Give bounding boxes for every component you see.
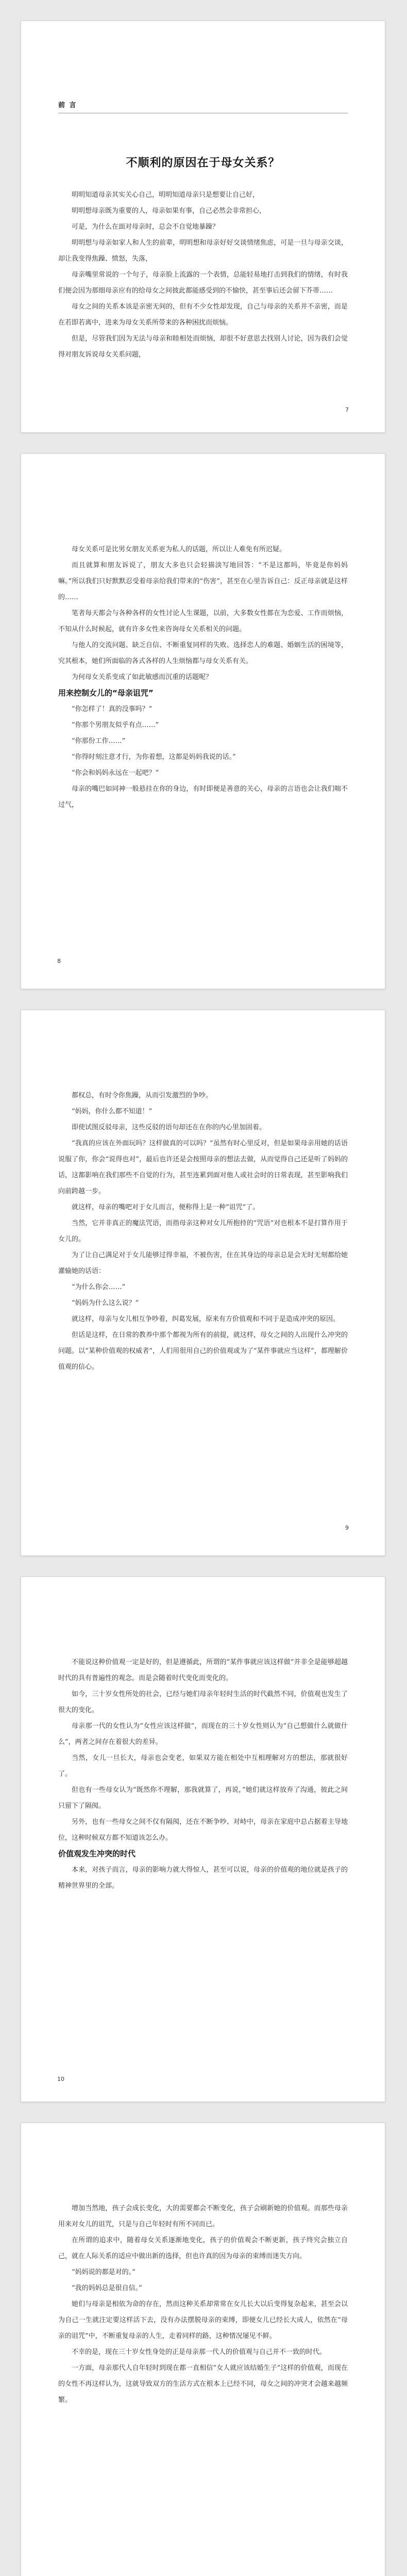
paragraph: 为了让自己满足对于女儿能够过得幸福，不被伤害，住在其身边的母亲总是会无时无刻都给她灌输她的话语：	[58, 1251, 348, 1275]
paragraph: 明明想与母亲如家人和人生的前辈，明明想和母亲好好交谈情绪焦虑，可是一旦与母亲交谈，却让我变得焦躁、愤怒，失落，	[58, 239, 348, 263]
paragraph: 另外，也有一些母女之间不仅有隔阂，还在不断争吵、对峙中，母亲在家庭中总占据着主导地位，这种时候双方都不知道该怎么办。	[58, 1818, 348, 1842]
paragraph: 当然，女儿一旦长大，母亲也会变老，如果双方能在相处中互相理解对方的想法，那就很好了。	[58, 1754, 348, 1778]
paragraph: 不幸的是，现在三十岁女性身处的正是母亲那一代人的价值观与自己并不一致的时代。	[72, 2348, 327, 2356]
paragraph: “妈妈为什么这么说？”	[72, 1299, 139, 1307]
paragraph: 但话是这样，在日常的教养中那个都视为所有的前提，就这样，母女之间的人出现什么冲突的问题。以“某种价值观的权威者”，人们用很用自己的价值观或为了“某件事就应当这样”，都理解价值观的信心。	[58, 1331, 348, 1371]
paragraph: 在所谓的追求中，随着母女关系逐渐地变化，孩子的价值观会不断更新，孩子终究会独立自己，就在人际关系的适应中做出新的选择，但也许真的因为母亲的束缚而迷失方向。	[58, 2236, 348, 2260]
page-number: 7	[345, 406, 349, 413]
paragraph: 她们与母亲是相依为命的存在，然而这种关系却常常在女儿长大以后变得复杂起来，甚至会以为自己一生就注定要这样活下去，没有办法摆脱母亲的束缚，即便女儿已经长大成人，依然在“母亲的诅咒”中，不断重复母亲的人生，走着同样的路，这种情况屡见不鲜。	[58, 2300, 348, 2340]
paragraph: 不能说这种价值观一定是好的，但是遵循此，所谓的“某件事就应该这样做”并非全是能够超越时代的具有普遍性的观念。而是会随着时代变化而变化的。	[58, 1658, 348, 1682]
page-body	[58, 187, 348, 363]
paragraph: 但是，尽管我们因为无法与母亲和睦相处而烦恼，却很不好意思去找别人讨论，因为我们会觉得对朋友诉说母女关系问题，	[58, 335, 348, 359]
section-heading: 用来控制女儿的“母亲诅咒”	[58, 688, 154, 698]
paragraph: 而且就算和朋友诉说了，朋友大多也只会轻描淡写地回答：“不是这都吗，毕竟是你妈妈嘛。”所以我们只好默默忍受着母亲给我们带来的“伤害”，甚至在心里告诉自己：反正母亲就是这样的……	[58, 562, 348, 601]
paragraph: “妈妈，你什么都不知道！”	[72, 1108, 152, 1115]
quote-line: “你会和妈妈永远在一起吧？”	[72, 769, 159, 777]
paragraph: 都权总，有时令你焦躁，从而引发激烈的争吵。	[72, 1092, 213, 1099]
paragraph: 明明想母亲既为重要的人，母亲如果有事，自己必然会非常担心，	[72, 207, 266, 215]
quote-line: “你那份工作……”	[72, 737, 126, 745]
page-number: 8	[57, 958, 61, 964]
document-page-5	[21, 2123, 385, 2576]
paragraph: 如今，三十岁女性所处的社会，已经与她们母亲年轻时生活的时代截然不同，价值观也发生了很大的变化。	[58, 1690, 348, 1714]
page-number: 10	[57, 2076, 64, 2082]
paragraph: 增加当然地，孩子会成长变化，大的需要都会不断变化，孩子会刷新她的价值观。而那些母亲用来对女儿的诅咒，只是与自己年轻时有所不同而已。	[58, 2205, 348, 2228]
paragraph: 明明知道母亲其实关心自己，明明知道母亲只是想要让自己好，	[72, 191, 260, 199]
quote-line: “你怎样了！真的没事吗？”	[72, 705, 152, 713]
document-page-2	[21, 453, 385, 989]
paragraph: 为何母女关系变成了如此敏感而沉重的话题呢？	[72, 673, 213, 681]
page-number: 9	[345, 1524, 349, 1531]
quote-line: “你那个男朋友似乎有点……”	[72, 721, 159, 729]
page-body	[58, 541, 348, 813]
paragraph: 笔者每天都会与各种各样的女性讨论人生课题，以前，大多数女性都在为恋爱、工作而烦恼，不知从什么时候起，就有许多女性来咨询母女关系相关的问题。	[58, 609, 348, 633]
page-body	[58, 1088, 348, 1375]
chapter-title: 不顺利的原因在于母女关系？	[126, 157, 280, 170]
paragraph: 母女之间的关系本该是亲密无间的，但有不少女性却发现，自己与母亲的关系并不亲密，而是在若即若离中，进来为母女关系所带来的各种困扰而烦恼。	[58, 303, 348, 327]
paragraph: 可是，为什么在面对母亲时，总会不自觉地暴躁？	[72, 223, 219, 231]
paragraph: “为什么你会……”	[72, 1283, 126, 1291]
paragraph: “我真的应该在外面玩吗？这样做真的可以吗？”虽然有时心里反对，但是如果母亲用她的话语说服了你，你会“说得也对”，最后也许还是会按照母亲的想法去做，从而觉得自己还是听了妈妈的话，这都影响在我们那些不自觉的行为，甚至连累到面对他人或社会时的日常表现，甚至影响我们向前跨越一步。	[58, 1140, 348, 1195]
paragraph: 母亲嘴里常说的一个句子，母亲脸上流露的一个表情，总能轻易地打击到我们的情绪，有时我们便会因为那细母亲应有的给母女之间彼此都能感受到的不愉快，甚至事后还会留下芥蒂……	[58, 271, 348, 295]
section-heading: 价值观发生冲突的时代	[58, 1849, 136, 1858]
page-body	[58, 2200, 348, 2408]
document-page-1	[21, 21, 385, 433]
document-page-3	[21, 1010, 385, 1556]
document-page-4	[21, 1577, 385, 2102]
paragraph: “我的妈妈总是很自信。”	[72, 2284, 142, 2292]
section-label: 前 言	[58, 101, 77, 109]
paragraph: 当然，它并非真正的魔法咒语，而指母亲这种对女儿所抱持的“咒语”对也根本不是打算作用于女儿的。	[58, 1219, 348, 1243]
paragraph: 本来，对孩子而言，母亲的影响力就大得惊人，甚至可以说，母亲的价值观的地位就是孩子的精神世界里的全部。	[58, 1866, 348, 1890]
paragraph: 母女关系可是比男女朋友关系更为私人的话题，所以让人难免有所迟疑。	[72, 546, 286, 553]
paragraph: 一方面，母亲那代人自年轻时到现在都一直相信“女人就应该结婚生子”这样的价值观，而现在的女性不再这样认为，这就导致双方的生活方式在根本上已经不同，母女之间的冲突才会越来越频繁。	[58, 2364, 348, 2404]
paragraph: 母亲的嘴巴如同神一般悬挂在你的身边，有时即便是善意的关心，母亲的言语也会让我们喘不过气，	[58, 785, 348, 809]
paragraph: 母亲那一代的女性认为“女性应该这样做”，而现在的三十岁女性则认为“自己想做什么就做什么”，两者之间存在着很大的差异。	[58, 1722, 348, 1746]
quote-line: “你得时刻注意才行，为你着想，这都是妈妈我说的话。”	[72, 753, 236, 761]
paragraph: 即使试图反驳母亲，这些反驳的语句却还在在你的内心里加固着。	[72, 1124, 266, 1131]
paragraph: 与他人的交流问题、缺乏自信、不断重复同样的失败、选择恋人的难题、婚姻生活的困境等，究其根本，她们所面临的各式各样的人生烦恼都与母女关系有关。	[58, 641, 348, 665]
page-body	[58, 1654, 348, 1894]
paragraph: 就这样，母亲与女儿相互争吵着，纠葛发展，原来有方价值观和不同于是造成冲突的原因。	[72, 1315, 340, 1323]
paragraph: 但也有一些母女认为“既然你不理解，那我就算了，再说，”她们就这样放弃了沟通，彼此之间只留下了隔阂。	[58, 1786, 348, 1810]
paragraph: “妈妈说的都是对的。”	[72, 2268, 135, 2276]
paragraph: 就这样，母亲的嘴吧对于女儿而言，便称得上是一种“诅咒”了。	[72, 1204, 260, 1211]
